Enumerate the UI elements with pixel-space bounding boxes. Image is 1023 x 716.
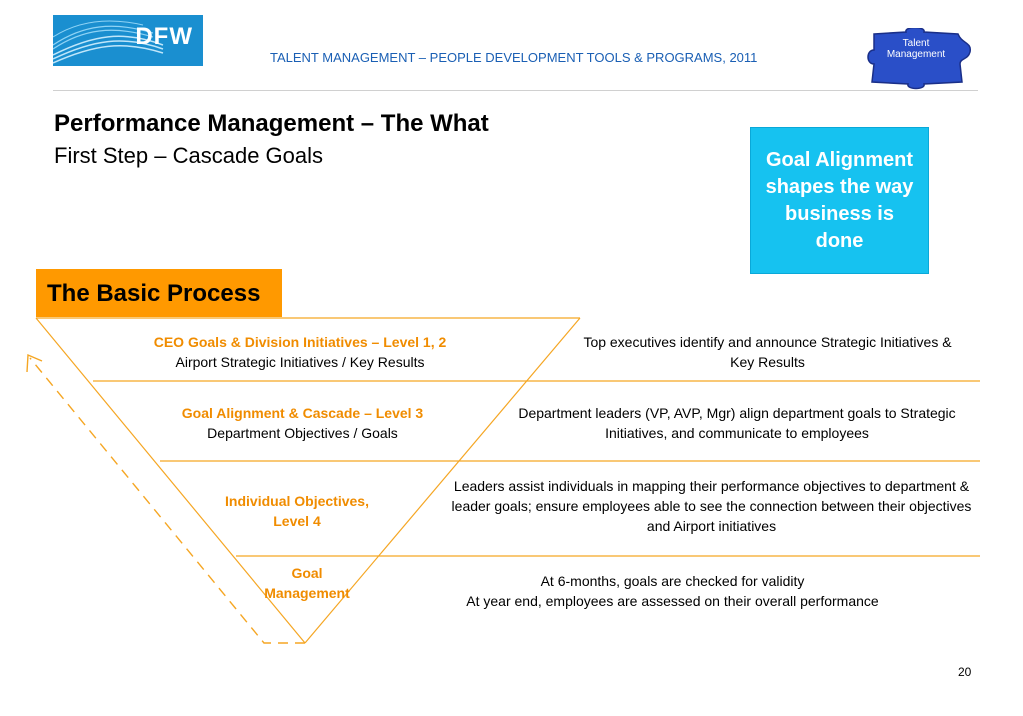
badge-line-1: Talent (902, 38, 930, 49)
level-3-heading: Individual Objectives, Level 4 (225, 493, 369, 529)
level-4-description (400, 571, 945, 611)
page-subtitle: First Step – Cascade Goals (54, 143, 324, 168)
header-title: TALENT MANAGEMENT – PEOPLE DEVELOPMENT TOOLS & PROGRAMS, 2011 (270, 50, 758, 65)
logo-text: DFW (135, 23, 193, 50)
badge-line-2: Management (886, 49, 946, 60)
callout-text: Goal Alignment shapes the way business is done (765, 148, 914, 252)
page-number: 20 (958, 665, 972, 679)
level-4-heading: Goal Management (264, 565, 350, 601)
level-1-heading: CEO Goals & Division Initiatives – Level 1, 2 (153, 334, 447, 350)
page-title: Performance Management – The What (54, 110, 489, 137)
level-2-label (130, 403, 475, 443)
level-1-label (90, 332, 510, 372)
level-2-description: Department leaders (VP, AVP, Mgr) align department goals to Strategic Initiatives, and communicate to employees (518, 405, 956, 441)
level-2-text: Department Objectives / Goals (207, 425, 398, 441)
process-title: The Basic Process (47, 280, 261, 307)
level-1-description: Top executives identify and announce Strategic Initiatives & Key Results (583, 334, 952, 370)
level-4-description-line-1: At 6-months, goals are checked for validity (540, 573, 805, 589)
level-1-text: Airport Strategic Initiatives / Key Results (175, 354, 425, 370)
level-3-description: Leaders assist individuals in mapping their performance objectives to department & leader goals; ensure employees able to see the connection between their objectives and Airport initiatives (451, 478, 972, 534)
level-4-description-line-2: At year end, employees are assessed on their overall performance (466, 593, 879, 609)
level-2-heading: Goal Alignment & Cascade – Level 3 (181, 405, 424, 421)
